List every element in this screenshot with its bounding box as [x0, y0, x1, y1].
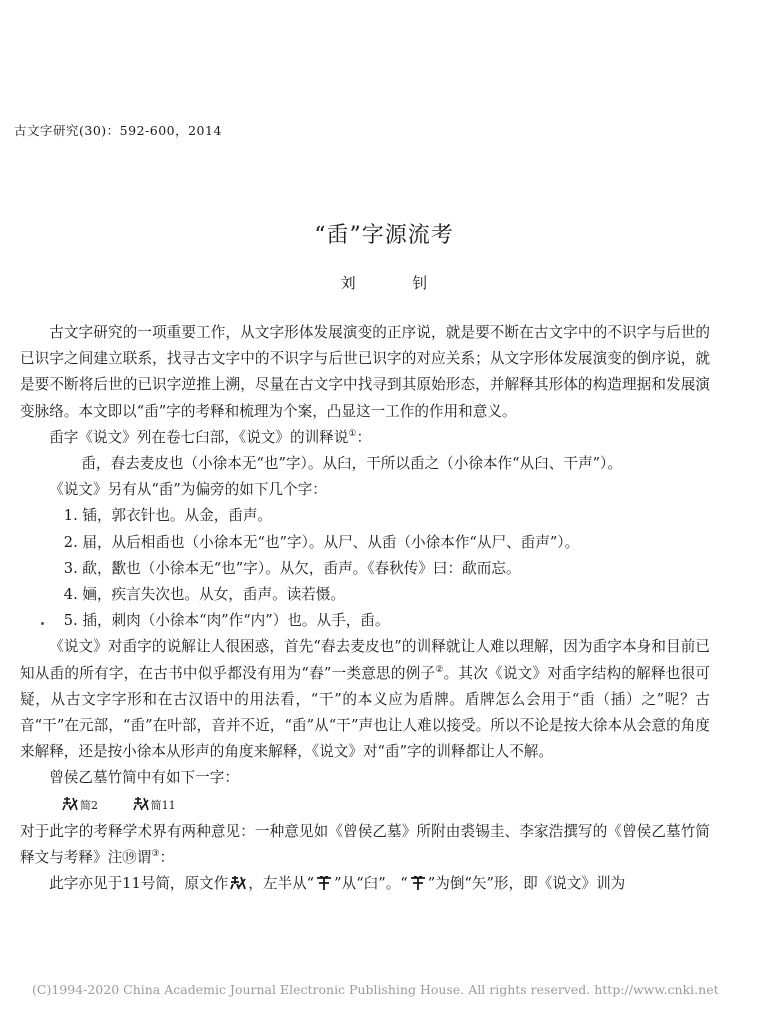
list-item: 3. 歃，歠也（小徐本无“也”字）。从欠，臿声。《春秋传》曰：歃而忘。 — [63, 559, 521, 577]
ancient-character-icon — [62, 797, 78, 811]
paragraph-text: 。其次《说文》对臿字结构的解释也很可疑，从古文字字形和在古汉语中的用法看，“干”的本义应为盾牌。盾牌怎么会用于“臿（插）之”呢？古音“干”在元部，“臿”在叶部，音并不近，“臿”从“干”声也让人难以接受。所以不论是按大徐本从会意的角度来解释，还是按小徐本从形声的角度来解释，《说文》对“臿”字的训释都让人不解。 — [20, 664, 710, 761]
glyph-label: 简11 — [150, 798, 176, 812]
list-item: 1. 锸，郭衣针也。从金，臿声。 — [63, 507, 273, 525]
paragraph-shuowen-entry — [20, 425, 710, 451]
paragraph-critique — [20, 634, 710, 765]
paragraph-text: 此字亦见于11号简，原文作 — [49, 875, 229, 893]
list-item: 5. 插，刺肉（小徐本“肉”作“内”）也。从手，臿。 — [63, 612, 390, 630]
article-body — [20, 320, 710, 897]
list-item: 2. 届，从后相臿也（小徐本无“也”字）。从尸、从臿（小徐本作“从尸、臿声”）。 — [63, 533, 580, 551]
glyph-figure-row — [20, 792, 710, 819]
scan-speck — [41, 622, 44, 625]
paragraph-text: 对于此字的考释学术界有两种意见：一种意见如《曾侯乙墓》所附由裘锡圭、李家浩撰写的《曾侯乙墓竹简释文与考释》注⑲谓 — [20, 822, 710, 867]
footnote-ref-3[interactable]: ③ — [151, 849, 160, 860]
paragraph-text: ： — [159, 849, 175, 867]
quotation-shuowen: 臿，舂去麦皮也（小徐本无“也”字）。从臼，干所以臿之（小徐本作“从臼、干声”）。 — [81, 455, 622, 473]
ancient-character-icon — [133, 797, 149, 811]
article-title: “臿”字源流考 — [314, 223, 454, 248]
article-author: 刘 钊 — [340, 274, 454, 292]
paragraph-slip-11 — [20, 871, 710, 897]
footnote-ref-1[interactable]: ① — [348, 428, 357, 439]
ancient-character-icon — [230, 876, 246, 890]
paragraph-text: ”从“臼”。“ — [334, 875, 408, 893]
journal-reference: 古文字研究(30)：592-600，2014 — [14, 123, 222, 138]
inverted-arrow-glyph-icon — [316, 876, 332, 890]
paragraph-bamboo-slips: 曾侯乙墓竹简中有如下一字： — [49, 769, 239, 787]
paragraph-text: ，左半从“ — [248, 875, 315, 893]
inverted-arrow-glyph-icon — [410, 876, 426, 890]
footnote-ref-2[interactable]: ② — [435, 664, 444, 675]
glyph-label: 简2 — [80, 798, 98, 812]
paragraph-text: 《说文》对臿字的说解让人很困惑，首先“舂去麦皮也”的训释就让人难以理解，因为臿字本身和目前已知从臿的所有字，在古书中似乎都没有用为“舂”一类意思的例子 — [20, 638, 710, 682]
paragraph-text: 臿字《说文》列在卷七臼部，《说文》的训释说 — [49, 428, 349, 446]
paragraph-intro: 古文字研究的一项重要工作，从文字形体发展演变的正序说，就是要不断在古文字中的不识字与后世的已识字之间建立联系，找寻古文字中的不识字与后世已识字的对应关系；从文字形体发展演变的倒序说，就是要不断将后世的已识字逆推上溯，尽量在古文字中找寻到其原始形态，并解释其形体的构造理据和发展演变脉络。本文即以“臿”字的考释和梳理为个案，凸显这一工作的作用和意义。 — [20, 324, 710, 420]
list-item: 4. 婳，疾言失次也。从女，臿声。读若慑。 — [63, 586, 346, 604]
paragraph-text: ： — [356, 428, 372, 446]
paragraph-derived-chars: 《说文》另有从“臿”为偏旁的如下几个字： — [49, 481, 327, 499]
copyright-footer: (C)1994-2020 China Academic Journal Electronic Publishing House. All rights reserved. http://www.cnki.net — [32, 982, 719, 997]
paragraph-scholarly-views — [20, 819, 710, 871]
paragraph-text: ”为倒“矢”形，即《说文》训为 — [427, 875, 626, 893]
